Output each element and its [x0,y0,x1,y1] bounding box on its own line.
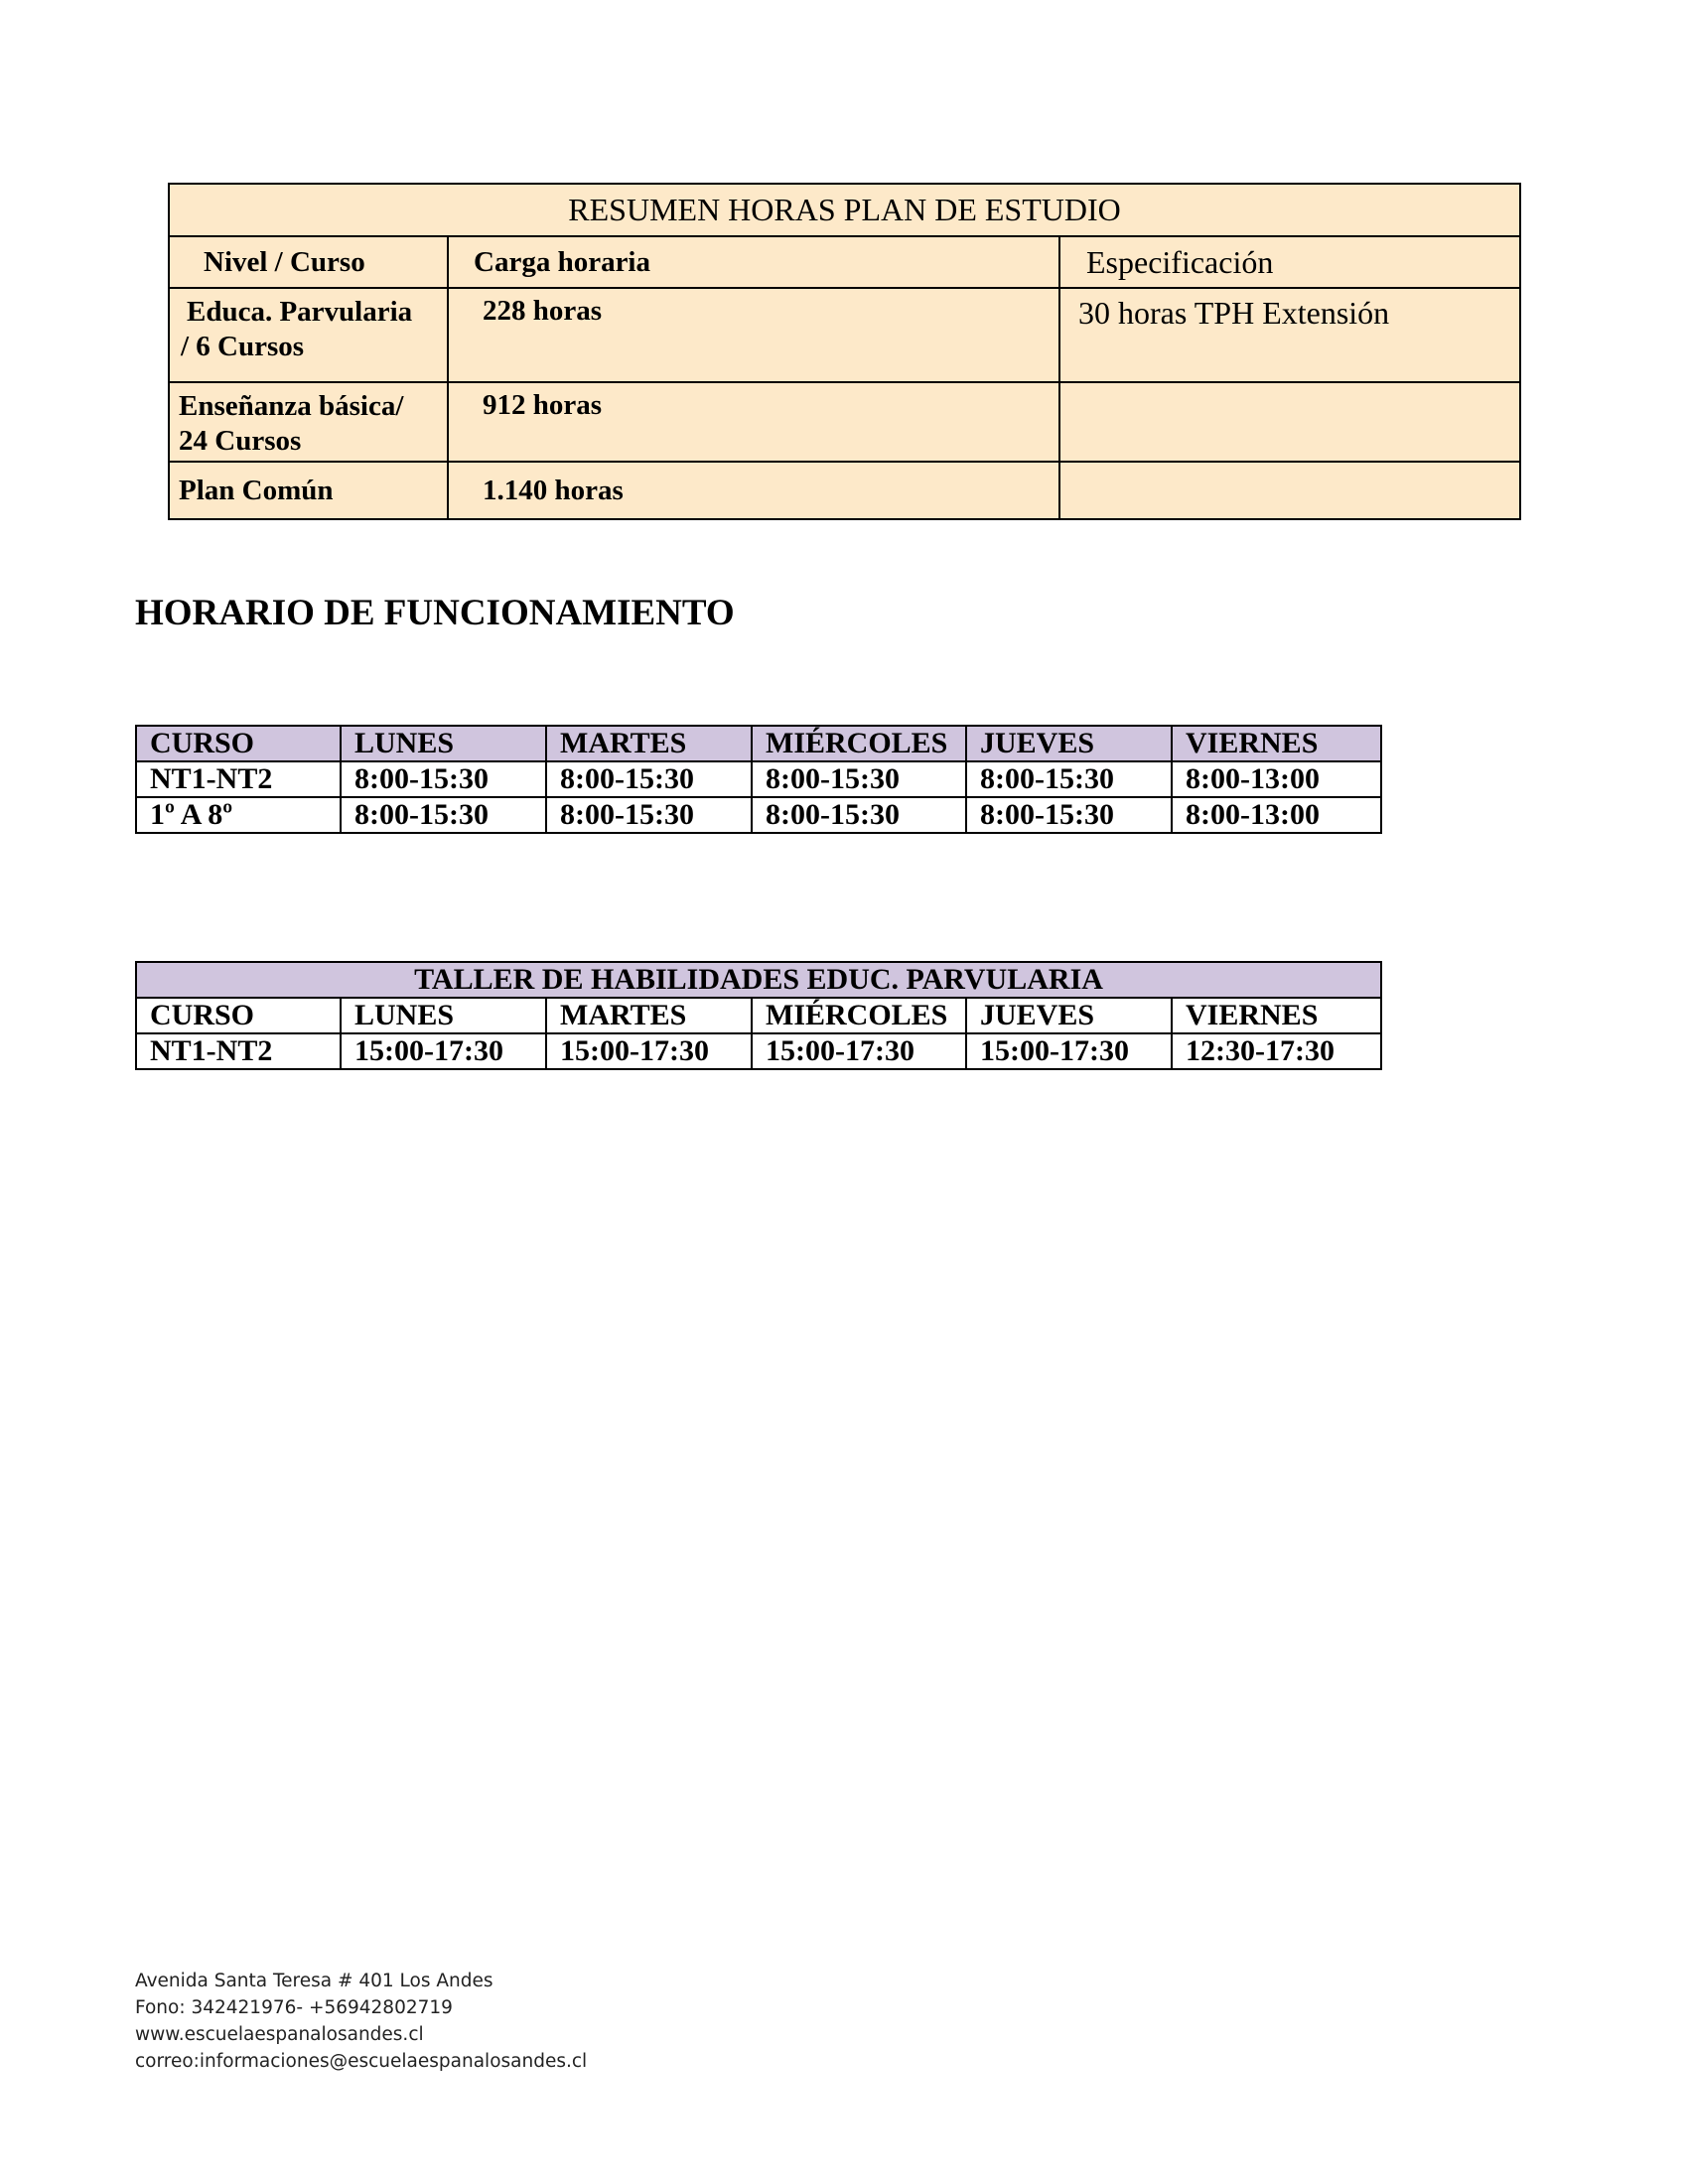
table-cell: 15:00-17:30 [752,1033,966,1069]
table-cell: 15:00-17:30 [546,1033,752,1069]
table-cell: 1º A 8º [136,797,341,833]
header-miercoles: MIÉRCOLES [752,998,966,1033]
header-curso: CURSO [136,998,341,1033]
table-cell: 8:00-15:30 [966,797,1172,833]
footer-email: correo:informaciones@escuelaespanalosandes.cl [135,2051,588,2072]
header-martes: MARTES [546,998,752,1033]
schedule-table [135,725,1382,834]
section-title: HORARIO DE FUNCIONAMIENTO [135,593,735,633]
summary-table [168,183,1521,520]
header-viernes: VIERNES [1172,998,1381,1033]
table-cell: 15:00-17:30 [341,1033,546,1069]
header-lunes: LUNES [341,998,546,1033]
nivel-cell [169,288,448,382]
header-martes: MARTES [546,726,752,761]
table-cell: 15:00-17:30 [966,1033,1172,1069]
table-cell: 8:00-15:30 [752,797,966,833]
table-cell: 8:00-15:30 [341,797,546,833]
taller-table [135,961,1382,1070]
footer-website: www.escuelaespanalosandes.cl [135,2024,424,2045]
table-cell: 8:00-15:30 [546,797,752,833]
table-cell: 8:00-13:00 [1172,797,1381,833]
table-cell: NT1-NT2 [136,761,341,797]
spec-cell [1059,462,1520,519]
taller-header-row [136,998,1381,1033]
spec-cell [1059,382,1520,462]
carga-cell: 912 horas [448,382,1059,462]
spec-cell: 30 horas TPH Extensión [1059,288,1520,382]
header-nivel: Nivel / Curso [169,236,448,288]
header-miercoles: MIÉRCOLES [752,726,966,761]
table-cell: 12:30-17:30 [1172,1033,1381,1069]
nivel-cell [169,382,448,462]
schedule-header-row [136,726,1381,761]
table-cell: 8:00-15:30 [546,761,752,797]
footer [135,1968,587,2075]
table-row [136,1033,1381,1069]
table-row [169,462,1520,519]
table-cell: NT1-NT2 [136,1033,341,1069]
table-row [169,382,1520,462]
summary-header-row [169,236,1520,288]
carga-cell: 1.140 horas [448,462,1059,519]
table-cell: 8:00-15:30 [966,761,1172,797]
footer-address: Avenida Santa Teresa # 401 Los Andes [135,1971,493,1991]
table-row [169,288,1520,382]
carga-cell: 228 horas [448,288,1059,382]
header-jueves: JUEVES [966,998,1172,1033]
nivel-line: Enseñanza básica/ [179,390,404,422]
nivel-line: 24 Cursos [179,425,302,457]
footer-phone: Fono: 342421976- +56942802719 [135,1997,453,2018]
table-row [136,761,1381,797]
table-cell: 8:00-15:30 [752,761,966,797]
header-especificacion: Especificación [1059,236,1520,288]
table-cell: 8:00-13:00 [1172,761,1381,797]
header-viernes: VIERNES [1172,726,1381,761]
header-curso: CURSO [136,726,341,761]
header-lunes: LUNES [341,726,546,761]
taller-title-row [136,962,1381,998]
table-cell: 8:00-15:30 [341,761,546,797]
nivel-line: Educa. Parvularia [187,296,413,328]
nivel-cell: Plan Común [169,462,448,519]
nivel-line: / 6 Cursos [181,331,305,362]
table-row [136,797,1381,833]
taller-title: TALLER DE HABILIDADES EDUC. PARVULARIA [136,962,1381,998]
summary-title: RESUMEN HORAS PLAN DE ESTUDIO [169,184,1520,236]
header-jueves: JUEVES [966,726,1172,761]
header-carga: Carga horaria [448,236,1059,288]
